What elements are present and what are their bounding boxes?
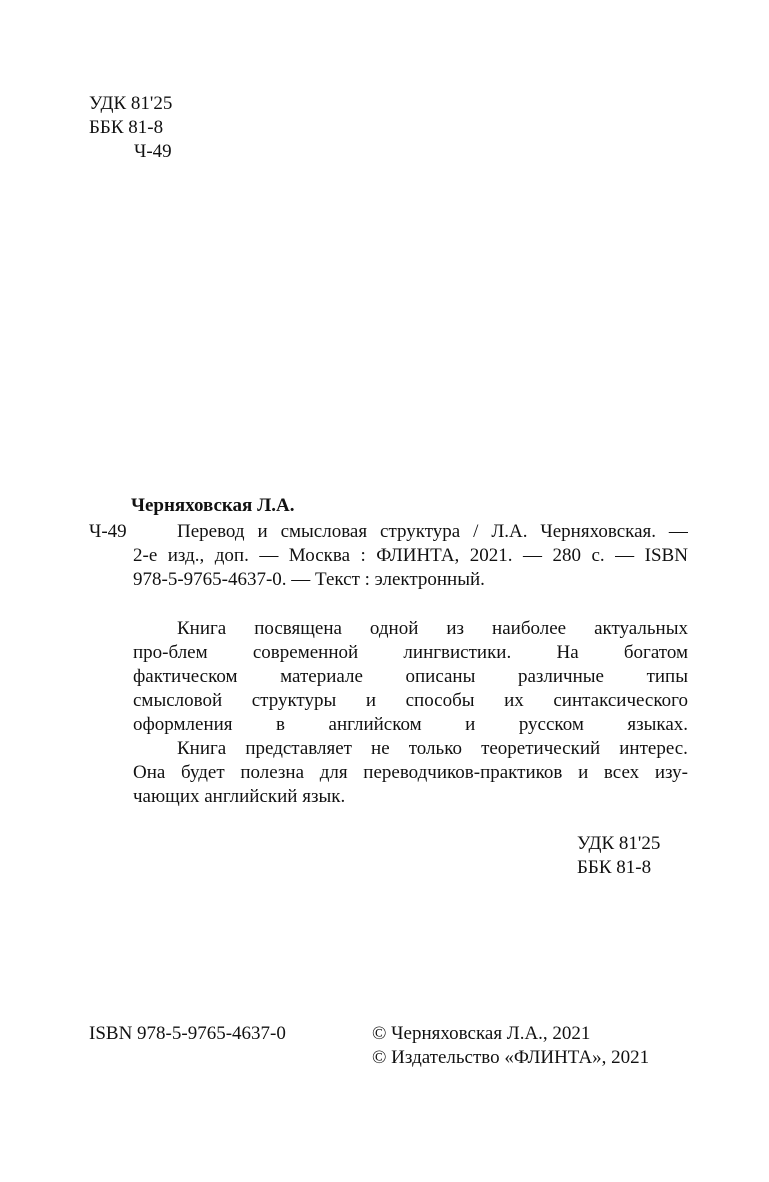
word: На [556, 642, 579, 663]
record-line-2 [133, 544, 688, 568]
annotation [133, 617, 688, 809]
word: переводчиков-практиков [363, 762, 563, 783]
annotation-line-6 [133, 737, 688, 761]
copyright-block [372, 1022, 649, 1070]
word: будет [181, 762, 225, 783]
word: Л.А. [491, 521, 528, 542]
word: оформления [133, 714, 233, 735]
word: русском [518, 714, 584, 735]
bbk-code-bottom: ББК 81-8 [577, 857, 652, 878]
word: интерес. [619, 738, 688, 759]
word: — [523, 545, 543, 566]
annotation-line-5 [133, 713, 688, 737]
word: — [615, 545, 635, 566]
word: — [668, 521, 688, 542]
word: только [408, 738, 462, 759]
annotation-line-7 [133, 761, 688, 785]
word: и [578, 762, 589, 783]
word: Перевод [177, 521, 245, 542]
word: про-блем [133, 642, 208, 663]
udk-code-bottom: УДК 81'25 [577, 833, 661, 854]
word: описаны [405, 666, 476, 687]
record-author: Черняховская Л.А. [131, 495, 295, 516]
word: структуры [251, 690, 337, 711]
word: Москва [288, 545, 351, 566]
word: типы [646, 666, 688, 687]
annotation-line-2 [133, 641, 688, 665]
word: 2021. [469, 545, 513, 566]
word: наиболее [492, 618, 567, 639]
word: ФЛИНТА, [376, 545, 460, 566]
isbn: ISBN 978-5-9765-4637-0 [89, 1023, 286, 1044]
record-author-mark: Ч-49 [89, 521, 127, 542]
word: способы [405, 690, 475, 711]
bbk-code: ББК 81-8 [89, 117, 164, 138]
word: посвящена [254, 618, 342, 639]
word: языках. [627, 714, 688, 735]
word: полезна [240, 762, 305, 783]
word: не [371, 738, 390, 759]
word: смысловой [133, 690, 223, 711]
word: всех [603, 762, 640, 783]
copyright-publisher: © Издательство «ФЛИНТА», 2021 [372, 1047, 650, 1068]
word: смысловая [280, 521, 368, 542]
copyright-author: © Черняховская Л.А., 2021 [372, 1023, 591, 1044]
word: для [319, 762, 348, 783]
word: Черняховская. [540, 521, 656, 542]
word: одной [369, 618, 419, 639]
word: представляет [245, 738, 352, 759]
word: : [360, 545, 366, 566]
word: лингвистики. [403, 642, 512, 663]
word: с. [591, 545, 605, 566]
word: их [504, 690, 524, 711]
record-line-1 [133, 520, 688, 544]
word: богатом [623, 642, 688, 663]
word: 2-е [133, 545, 158, 566]
word: изу- [654, 762, 688, 783]
word: Книга [177, 618, 227, 639]
top-classification-codes [89, 92, 172, 164]
word: Она [133, 762, 166, 783]
word: доп. [214, 545, 249, 566]
record-line-3: 978-5-9765-4637-0. — Текст : электронный. [133, 569, 485, 590]
word: Книга [177, 738, 227, 759]
word: теоретический [481, 738, 601, 759]
word: / [473, 521, 479, 542]
word: материале [280, 666, 363, 687]
author-mark: Ч-49 [134, 141, 172, 162]
bottom-classification-codes [577, 832, 660, 880]
word: из [446, 618, 465, 639]
word: изд., [167, 545, 205, 566]
bibliographic-record [133, 520, 688, 592]
word: различные [517, 666, 604, 687]
word: ISBN [644, 545, 688, 566]
word: в [276, 714, 286, 735]
word: актуальных [594, 618, 688, 639]
annotation-line-8: чающих английский язык. [133, 786, 346, 807]
word: 280 [552, 545, 582, 566]
word: структура [380, 521, 461, 542]
annotation-line-4 [133, 689, 688, 713]
word: английском [328, 714, 422, 735]
word: фактическом [133, 666, 238, 687]
word: и [365, 690, 377, 711]
annotation-line-1 [133, 617, 688, 641]
udk-code: УДК 81'25 [89, 93, 173, 114]
word: — [259, 545, 279, 566]
word: синтаксического [553, 690, 688, 711]
word: и [465, 714, 476, 735]
annotation-line-3 [133, 665, 688, 689]
word: и [257, 521, 268, 542]
word: современной [252, 642, 359, 663]
